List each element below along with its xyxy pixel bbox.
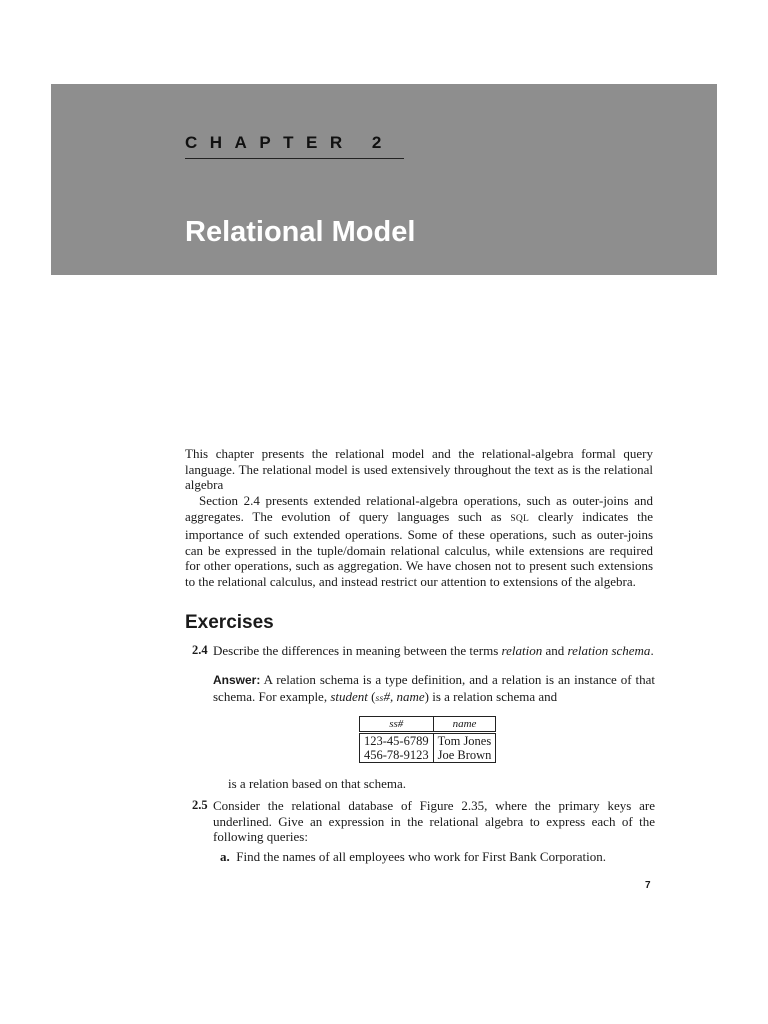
table-cell: 456-78-9123 (360, 748, 434, 763)
answer-ss: ss (375, 693, 384, 704)
table-header-row (360, 717, 496, 733)
table-header-ss: ss# (360, 717, 434, 733)
term-relation-schema: relation schema (567, 643, 651, 658)
answer-name: name (396, 688, 425, 704)
term-relation: relation (501, 643, 543, 658)
intro-paragraph-1: This chapter presents the relational model and the relational-algebra formal query language. The relational model is used extensively throughout the text as is the relational algebra (185, 446, 653, 493)
exercise-number: 2.4 (192, 643, 208, 657)
chapter-label: CHAPTER 2 (185, 133, 394, 152)
table-row (360, 748, 496, 763)
sql-term: SQL (510, 513, 530, 524)
after-table-text: is a relation based on that schema. (228, 776, 406, 791)
chapter-rule (185, 158, 404, 159)
intro-p2-text: Section 2.4 presents extended relational-algebra operations, such as outer-joins and aggregates. The evolution of query languages such as (185, 493, 653, 524)
exercises-heading: Exercises (185, 612, 274, 633)
exercise-2-4-question (213, 643, 655, 659)
intro-p2-text-end: clearly indicates the importance of such extended operations. Some of these operations, such as outer-joins can be expressed in the tuple/domain relational calculus, while extensions are required for other operations, such as aggregation. We have chosen not to present such extensions to the relational calculus, and instead restrict our attention to extensions of the algebra. (185, 508, 653, 589)
answer-student: student (330, 688, 368, 704)
exercise-2-5-question: Consider the relational database of Figure 2.35, where the primary keys are underlined. Give an expression in the relational algebra to express each of the following queries: (213, 798, 655, 845)
question-text: . (650, 643, 654, 658)
table-row (360, 733, 496, 749)
part-a-text: Find the names of all employees who work for First Bank Corporation. (236, 849, 606, 864)
page-number: 7 (645, 880, 651, 891)
exercise-2-5-part-a (220, 849, 606, 865)
chapter-title: Relational Model (185, 216, 416, 248)
question-text: and (542, 643, 568, 658)
part-a-label: a. (220, 849, 230, 864)
table-cell: Tom Jones (433, 733, 496, 749)
student-relation-table (359, 716, 496, 763)
exercise-number: 2.5 (192, 798, 208, 812)
answer-text: A relation schema is a type definition, and a relation is an instance of that schema. For example, (213, 672, 655, 704)
answer-label: Answer: (213, 673, 261, 687)
exercise-2-4-answer (213, 672, 655, 707)
answer-text: ( (367, 688, 376, 704)
intro-paragraph-2 (185, 493, 653, 590)
table-header-name: name (433, 717, 496, 733)
answer-hash: #, (383, 688, 397, 704)
table-cell: Joe Brown (433, 748, 496, 763)
answer-text: ) is a relation schema and (424, 688, 558, 704)
table-cell: 123-45-6789 (360, 733, 434, 749)
question-text: Describe the differences in meaning between the terms (213, 643, 502, 658)
